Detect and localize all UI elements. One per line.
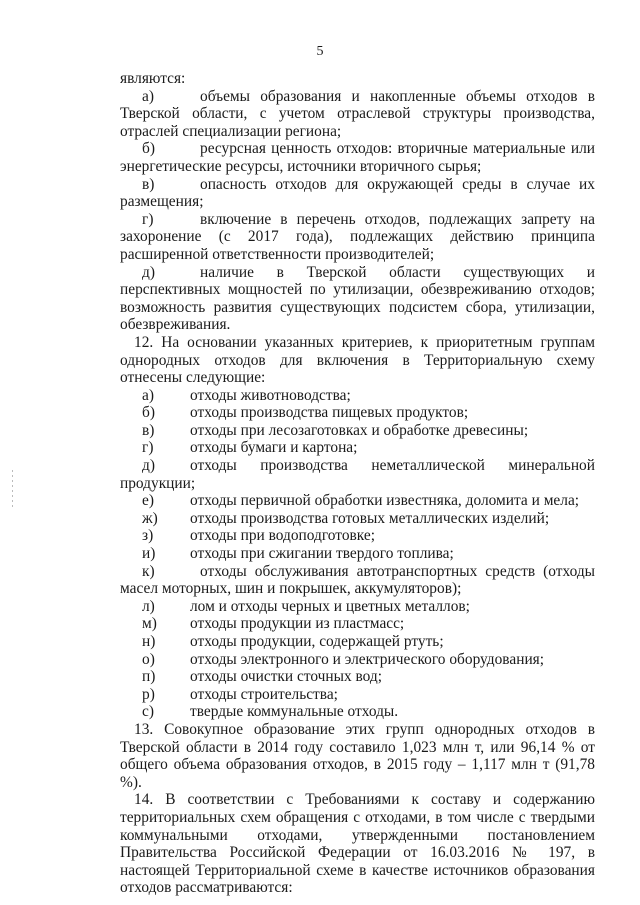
numbered-paragraph: 13. Совокупное образование этих групп однородных отходов в Тверской области в 2014 году составило 1,023 млн т, или 96,14 % от общего объема образования отходов, в 2015 году – 1,117 млн т (91,78 %).: [120, 720, 595, 791]
list-item: [120, 457, 595, 492]
list-item: [120, 527, 595, 545]
list-text: отходы первичной обработки известняка, доломита и мела;: [190, 492, 580, 510]
criterion-item: [120, 140, 595, 175]
criterion-item: [120, 211, 595, 264]
list-text: отходы продукции из пластмасс;: [190, 615, 405, 633]
list-text: отходы обслуживания автотранспортных средств (отходы масел моторных, шин и покрышек, аккумуляторов);: [120, 562, 595, 598]
list-letter: в): [142, 421, 155, 439]
list-text: объемы образования и накопленные объемы отходов в Тверской области, с учетом отраслевой структуры производства, отраслей специализации региона;: [120, 87, 595, 140]
list-letter: а): [142, 87, 154, 105]
list-item: [120, 422, 595, 440]
list-item: [120, 545, 595, 563]
list-text: включение в перечень отходов, подлежащих запрету на захоронение (с 2017 года), подлежащих действию принципа расширенной ответственности производителей;: [120, 210, 595, 263]
list-letter: г): [142, 210, 154, 228]
list-item: [120, 404, 595, 422]
criterion-item: [120, 176, 595, 211]
list-item: [120, 510, 595, 528]
list-text: отходы электронного и электрического оборудования;: [190, 650, 545, 668]
list-item: [120, 492, 595, 510]
list-letter: г): [142, 439, 154, 457]
list-text: лом и отходы черных и цветных металлов;: [190, 597, 470, 615]
list-letter: д): [142, 457, 155, 475]
list-letter: л): [142, 597, 155, 615]
list-text: отходы продукции, содержащей ртуть;: [190, 633, 444, 650]
document-body: [120, 70, 595, 897]
list-letter: а): [142, 386, 154, 404]
list-item: [120, 633, 595, 651]
numbered-paragraph: 12. На основании указанных критериев, к приоритетным группам однородных отходов для включения в Территориальную схему отнесены следующие:: [120, 333, 595, 387]
list-text: отходы производства пищевых продуктов;: [190, 404, 469, 422]
list-letter: в): [142, 175, 155, 193]
list-letter: с): [142, 703, 154, 721]
list-text: отходы производства неметаллической минеральной продукции;: [120, 457, 595, 492]
list-text: отходы производства готовых металлических изделий;: [190, 509, 550, 527]
list-item: [120, 651, 595, 669]
list-text: отходы бумаги и картона;: [190, 439, 358, 457]
list-text: отходы при водоподготовке;: [190, 527, 375, 545]
list-letter: е): [142, 492, 154, 510]
list-text: ресурсная ценность отходов: вторичные материальные или энергетические ресурсы, источники вторичного сырья;: [120, 140, 595, 175]
paragraph: являются:: [120, 70, 186, 87]
list-text: наличие в Тверской области существующих и перспективных мощностей по утилизации, обезвреживанию отходов; возможность развития существующих подсистем сбора, утилизации, обезвреживания.: [120, 263, 595, 334]
list-text: опасность отходов для окружающей среды в случае их размещения;: [120, 175, 595, 211]
list-letter: б): [142, 404, 155, 422]
list-letter: з): [142, 527, 154, 545]
page-number: 5: [316, 44, 324, 59]
list-item: [120, 686, 595, 704]
list-letter: о): [142, 650, 155, 668]
list-letter: м): [142, 615, 157, 633]
list-item: [120, 668, 595, 686]
list-letter: р): [142, 685, 155, 703]
list-letter: ж): [142, 509, 158, 527]
scan-artifact: [12, 470, 13, 510]
list-item: [120, 387, 595, 405]
list-text: твердые коммунальные отходы.: [190, 703, 399, 721]
list-text: отходы при лесозаготовках и обработке древесины;: [190, 421, 529, 439]
list-text: отходы строительства;: [190, 685, 338, 703]
list-item: [120, 703, 595, 721]
list-letter: д): [142, 263, 155, 281]
list-letter: к): [142, 562, 155, 580]
list-text: отходы очистки сточных вод;: [190, 668, 383, 686]
criterion-item: [120, 264, 595, 334]
numbered-paragraph: 14. В соответствии с Требованиями к составу и содержанию территориальных схем обращения с отходами, в том числе с твердыми коммунальными отходами, утвержденными постановлением Правительства Российской Федерации от 16.03.2016 № 197, в настоящей Территориальной схеме в качестве источников образования отходов рассматриваются:: [120, 791, 595, 897]
list-item: [120, 439, 595, 457]
criterion-item: [120, 563, 595, 598]
criterion-item: [120, 88, 595, 141]
list-text: отходы животноводства;: [190, 386, 351, 404]
list-text: отходы при сжигании твердого топлива;: [190, 545, 454, 563]
list-letter: н): [142, 633, 156, 650]
list-letter: и): [142, 545, 156, 563]
list-letter: п): [142, 668, 156, 686]
list-letter: б): [142, 140, 155, 158]
list-item: [120, 598, 595, 616]
list-item: [120, 615, 595, 633]
